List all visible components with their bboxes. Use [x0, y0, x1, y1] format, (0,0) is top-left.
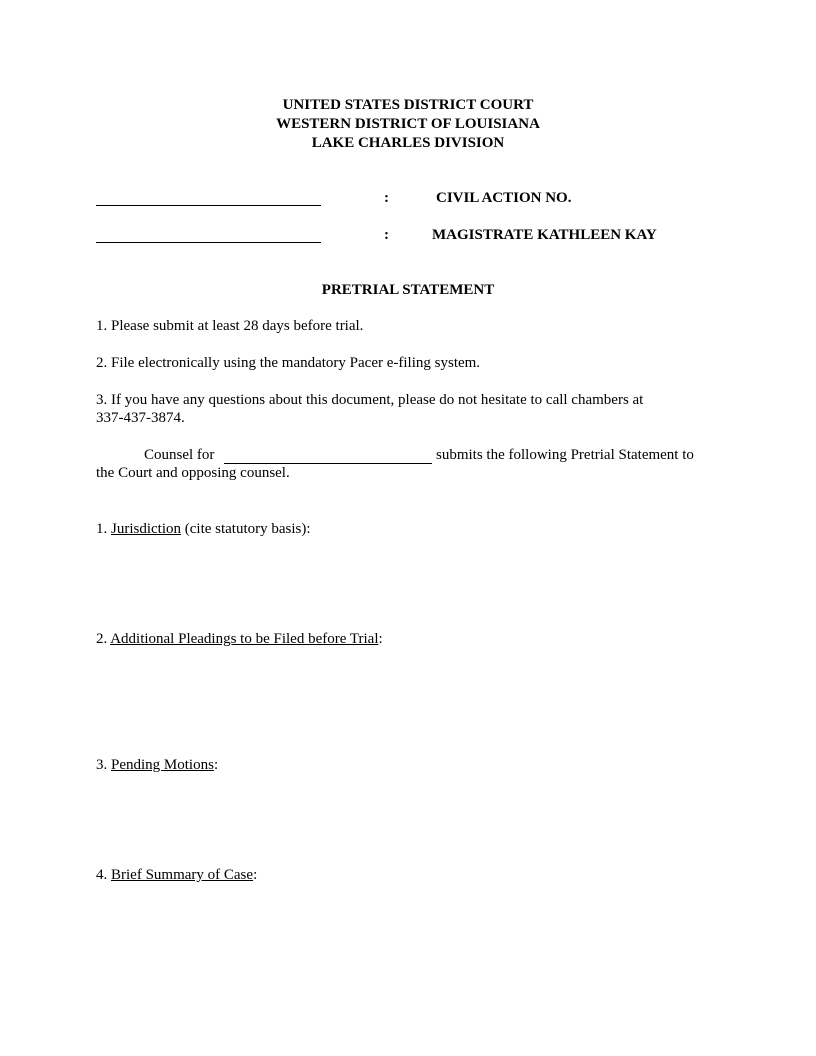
- caption-colon-1: :: [384, 190, 389, 206]
- section-heading: Jurisdiction: [111, 521, 181, 537]
- section-number: 2.: [96, 631, 108, 647]
- section-brief-summary: [96, 867, 257, 884]
- section-tail: :: [213, 757, 219, 773]
- instruction-1: 1. Please submit at least 28 days before trial.: [96, 318, 364, 334]
- division-name: LAKE CHARLES DIVISION: [311, 135, 505, 151]
- district-name: WESTERN DISTRICT OF LOUISIANA: [276, 116, 540, 132]
- instruction-3-phone: 337-437-3874.: [96, 410, 185, 426]
- court-name: UNITED STATES DISTRICT COURT: [282, 97, 534, 113]
- instruction-3: 3. If you have any questions about this document, please do not hesitate to call chambers at: [96, 392, 644, 408]
- section-tail: :: [378, 631, 383, 647]
- instruction-2: 2. File electronically using the mandatory Pacer e-filing system.: [96, 355, 481, 371]
- section-additional-pleadings: [96, 631, 383, 648]
- section-pending-motions: [96, 757, 218, 774]
- section-number: 3.: [96, 757, 108, 773]
- section-jurisdiction: [96, 521, 311, 538]
- section-number: 1.: [96, 521, 108, 537]
- party-blank-line-2[interactable]: [96, 242, 321, 243]
- section-tail: (cite statutory basis):: [181, 521, 311, 537]
- section-heading: Brief Summary of Case: [111, 867, 254, 883]
- caption-colon-2: :: [384, 227, 389, 243]
- section-tail: :: [253, 867, 258, 883]
- section-number: 4.: [96, 867, 108, 883]
- section-heading: Pending Motions: [111, 757, 214, 773]
- civil-action-label: CIVIL ACTION NO.: [436, 190, 572, 206]
- counsel-prefix: Counsel for: [144, 447, 215, 463]
- party-blank-line-1[interactable]: [96, 205, 321, 206]
- magistrate-label: MAGISTRATE KATHLEEN KAY: [432, 227, 657, 243]
- counsel-party-blank-line[interactable]: [224, 463, 432, 464]
- document-title: PRETRIAL STATEMENT: [321, 282, 495, 298]
- counsel-suffix: submits the following Pretrial Statement to: [436, 447, 694, 463]
- section-heading: Additional Pleadings to be Filed before Trial: [110, 631, 379, 647]
- counsel-line-2: the Court and opposing counsel.: [96, 465, 290, 481]
